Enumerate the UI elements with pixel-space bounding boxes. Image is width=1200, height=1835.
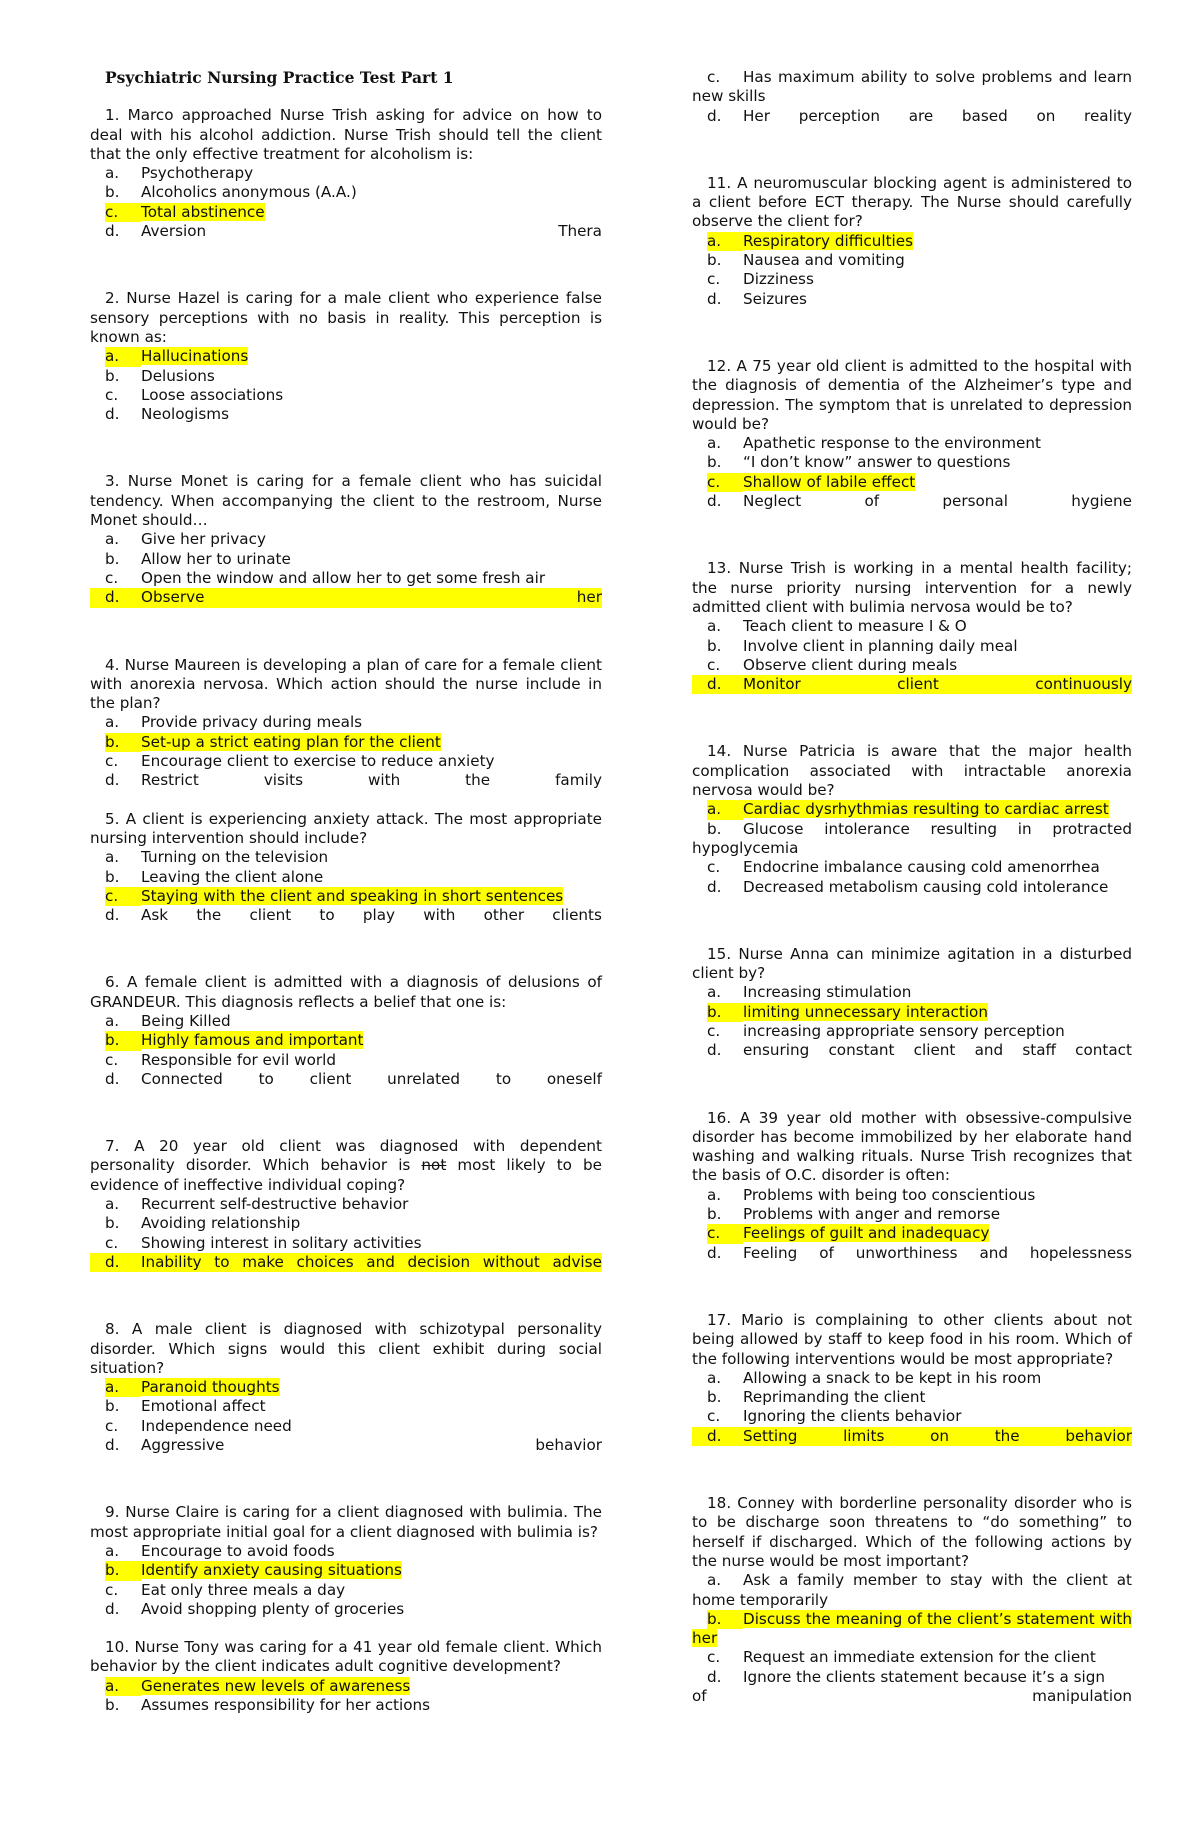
q16-option-b: b. Problems with anger and remorse (707, 1205, 1001, 1224)
q11-option-d: d. Seizures (707, 289, 807, 308)
question-8: 8. A male client is diagnosed with schizotypal personality disorder. Which signs would this client exhibit during social situation? (90, 1320, 602, 1377)
q5-option-a: a. Turning on the television (105, 848, 329, 867)
q7-option-d: d. Inability to make choices and decision without advise (90, 1253, 602, 1272)
q10-option-a: a. Generates new levels of awareness (105, 1676, 411, 1695)
q14-option-d: d. Decreased metabolism causing cold intolerance (707, 877, 1109, 896)
q9-option-b: b. Identify anxiety causing situations (105, 1561, 402, 1580)
q13-option-a: a. Teach client to measure I & O (707, 617, 967, 636)
q18-option-b: b. Discuss the meaning of the client’s statement with her (692, 1609, 1132, 1648)
question-10: 10. Nurse Tony was caring for a 41 year old female client. Which behavior by the client indicates adult cognitive development? (90, 1638, 602, 1676)
q18-option-c: c. Request an immediate extension for the client (707, 1648, 1096, 1667)
question-6: 6. A female client is admitted with a diagnosis of delusions of GRANDEUR. This diagnosis reflects a belief that one is: (90, 973, 602, 1011)
q11-option-c: c. Dizziness (707, 270, 814, 289)
q4-option-a: a. Provide privacy during meals (105, 713, 363, 732)
q8-option-a: a. Paranoid thoughts (105, 1378, 280, 1397)
q9-option-d: d. Avoid shopping plenty of groceries (105, 1599, 405, 1618)
q2-option-b: b. Delusions (105, 366, 215, 385)
question-13: 13. Nurse Trish is working in a mental health facility; the nurse priority nursing intervention for a newly admitted client with bulimia nervosa would be to? (692, 559, 1132, 616)
question-12: 12. A 75 year old client is admitted to the hospital with the diagnosis of dementia of the Alzheimer’s type and depression. The symptom that is unrelated to depression would be? (692, 356, 1132, 433)
q17-option-d: d. Setting limits on the behavior (692, 1427, 1132, 1446)
question-15: 15. Nurse Anna can minimize agitation in a disturbed client by? (692, 944, 1132, 983)
question-7: 7. A 20 year old client was diagnosed with dependent personality disorder. Which behavior is not most likely to be evidence of ineffective individual coping? (90, 1137, 602, 1194)
q1-option-c: c. Total abstinence (105, 202, 265, 221)
q8-option-d: d. Aggressive behavior (105, 1436, 602, 1455)
q9-option-a: a. Encourage to avoid foods (105, 1541, 335, 1560)
q10-option-b: b. Assumes responsibility for her actions (105, 1696, 431, 1714)
question-5: 5. A client is experiencing anxiety attack. The most appropriate nursing intervention should include? (90, 809, 602, 847)
q4-option-d: d. Restrict visits with the family (105, 771, 602, 790)
q12-option-b: b. “I don’t know” answer to questions (707, 453, 1011, 472)
q3-option-d: d. Observe her (90, 588, 602, 607)
page-title: Psychiatric Nursing Practice Test Part 1 (105, 68, 454, 87)
question-4: 4. Nurse Maureen is developing a plan of care for a female client with anorexia nervosa. Which action should the nurse include in the plan? (90, 655, 602, 713)
question-11: 11. A neuromuscular blocking agent is administered to a client before ECT therapy. The Nurse should carefully observe the client for? (692, 173, 1132, 231)
q6-option-b: b. Highly famous and important (105, 1031, 364, 1050)
q4-option-b: b. Set-up a strict eating plan for the client (105, 732, 441, 751)
q8-option-b: b. Emotional affect (105, 1397, 266, 1416)
q12-option-c: c. Shallow of labile effect (707, 472, 916, 491)
q17-option-c: c. Ignoring the clients behavior (707, 1407, 962, 1426)
q7-option-b: b. Avoiding relationship (105, 1214, 301, 1233)
q3-option-a: a. Give her privacy (105, 530, 266, 549)
q4-option-c: c. Encourage client to exercise to reduce anxiety (105, 752, 495, 771)
q13-option-d: d. Monitor client continuously (692, 675, 1132, 694)
q7-option-c: c. Showing interest in solitary activities (105, 1233, 422, 1252)
q15-option-d: d. ensuring constant client and staff contact (707, 1041, 1132, 1060)
question-2: 2. Nurse Hazel is caring for a male client who experience false sensory perceptions with no basis in reality. This perception is known as: (90, 289, 602, 346)
q5-option-d: d. Ask the client to play with other clients (105, 906, 602, 925)
question-14: 14. Nurse Patricia is aware that the major health complication associated with intractable anorexia nervosa would be? (692, 742, 1132, 800)
q9-option-c: c. Eat only three meals a day (105, 1580, 346, 1599)
q14-option-c: c. Endocrine imbalance causing cold amenorrhea (707, 858, 1100, 877)
left-column (90, 68, 602, 1715)
question-16: 16. A 39 year old mother with obsessive-compulsive disorder has become immobilized by her elaborate hand washing and walking rituals. Nurse Trish recognizes that the basis of O.C. disorder is often: (692, 1108, 1132, 1185)
right-column (692, 68, 1132, 1706)
q16-option-c: c. Feelings of guilt and inadequacy (707, 1224, 990, 1243)
q3-option-b: b. Allow her to urinate (105, 549, 291, 568)
q18-option-d: d. Ignore the clients statement because it’s a sign (707, 1667, 1105, 1686)
q12-option-d: d. Neglect of personal hygiene (707, 492, 1132, 511)
q1-option-a: a. Psychotherapy (105, 164, 254, 183)
q11-option-b: b. Nausea and vomiting (707, 251, 905, 270)
question-17: 17. Mario is complaining to other clients about not being allowed by staff to keep food in his room. Which of the following interventions would be most appropriate? (692, 1310, 1132, 1368)
q10-option-d: d. Her perception are based on reality (707, 106, 1132, 125)
q14-option-b: b. Glucose intolerance resulting in protracted hypoglycemia (692, 819, 1132, 857)
q2-option-d: d. Neologisms (105, 405, 229, 424)
q18-option-a: a. Ask a family member to stay with the client at home temporarily (692, 1571, 1132, 1609)
q18-option-d-end: of manipulation (692, 1687, 1132, 1705)
question-1: 1. Marco approached Nurse Trish asking for advice on how to deal with his alcohol addiction. Nurse Trish should tell the client that the only effective treatment for alcoholism is: (90, 106, 602, 163)
q13-option-c: c. Observe client during meals (707, 655, 958, 674)
question-18: 18. Conney with borderline personality disorder who is to be discharge soon threatens to “do something” to herself if discharged. Which of the following actions by the nurse would be most important? (692, 1494, 1132, 1570)
question-9: 9. Nurse Claire is caring for a client diagnosed with bulimia. The most appropriate initial goal for a client diagnosed with bulimia is? (90, 1503, 602, 1541)
q15-option-c: c. increasing appropriate sensory perception (707, 1021, 1065, 1040)
q16-option-d: d. Feeling of unworthiness and hopelessness (707, 1243, 1132, 1262)
q11-option-a: a. Respiratory difficulties (707, 231, 914, 250)
q17-option-b: b. Reprimanding the client (707, 1388, 926, 1407)
q12-option-a: a. Apathetic response to the environment (707, 434, 1041, 453)
q8-option-c: c. Independence need (105, 1416, 292, 1435)
q16-option-a: a. Problems with being too conscientious (707, 1185, 1036, 1204)
q2-option-c: c. Loose associations (105, 385, 284, 404)
q15-option-b: b. limiting unnecessary interaction (707, 1002, 988, 1021)
q6-option-d: d. Connected to client unrelated to oneself (105, 1069, 602, 1088)
q5-option-b: b. Leaving the client alone (105, 867, 324, 886)
question-3: 3. Nurse Monet is caring for a female client who has suicidal tendency. When accompanying the client to the restroom, Nurse Monet should… (90, 472, 602, 530)
q1-option-b: b. Alcoholics anonymous (A.A.) (105, 183, 357, 202)
q13-option-b: b. Involve client in planning daily meal (707, 636, 1018, 655)
q5-option-c: c. Staying with the client and speaking in short sentences (105, 886, 564, 905)
q3-option-c: c. Open the window and allow her to get some fresh air (105, 568, 546, 587)
q17-option-a: a. Allowing a snack to be kept in his room (707, 1368, 1042, 1387)
q14-option-a: a. Cardiac dysrhythmias resulting to cardiac arrest (707, 800, 1109, 819)
q6-option-a: a. Being Killed (105, 1011, 231, 1030)
q6-option-c: c. Responsible for evil world (105, 1050, 336, 1069)
q10-option-c: c. Has maximum ability to solve problems and learn new skills (692, 68, 1132, 106)
q1-option-d: d. Aversion Thera (105, 222, 602, 241)
q2-option-a: a. Hallucinations (105, 347, 249, 366)
q7-option-a: a. Recurrent self-destructive behavior (105, 1195, 409, 1214)
q15-option-a: a. Increasing stimulation (707, 983, 912, 1002)
